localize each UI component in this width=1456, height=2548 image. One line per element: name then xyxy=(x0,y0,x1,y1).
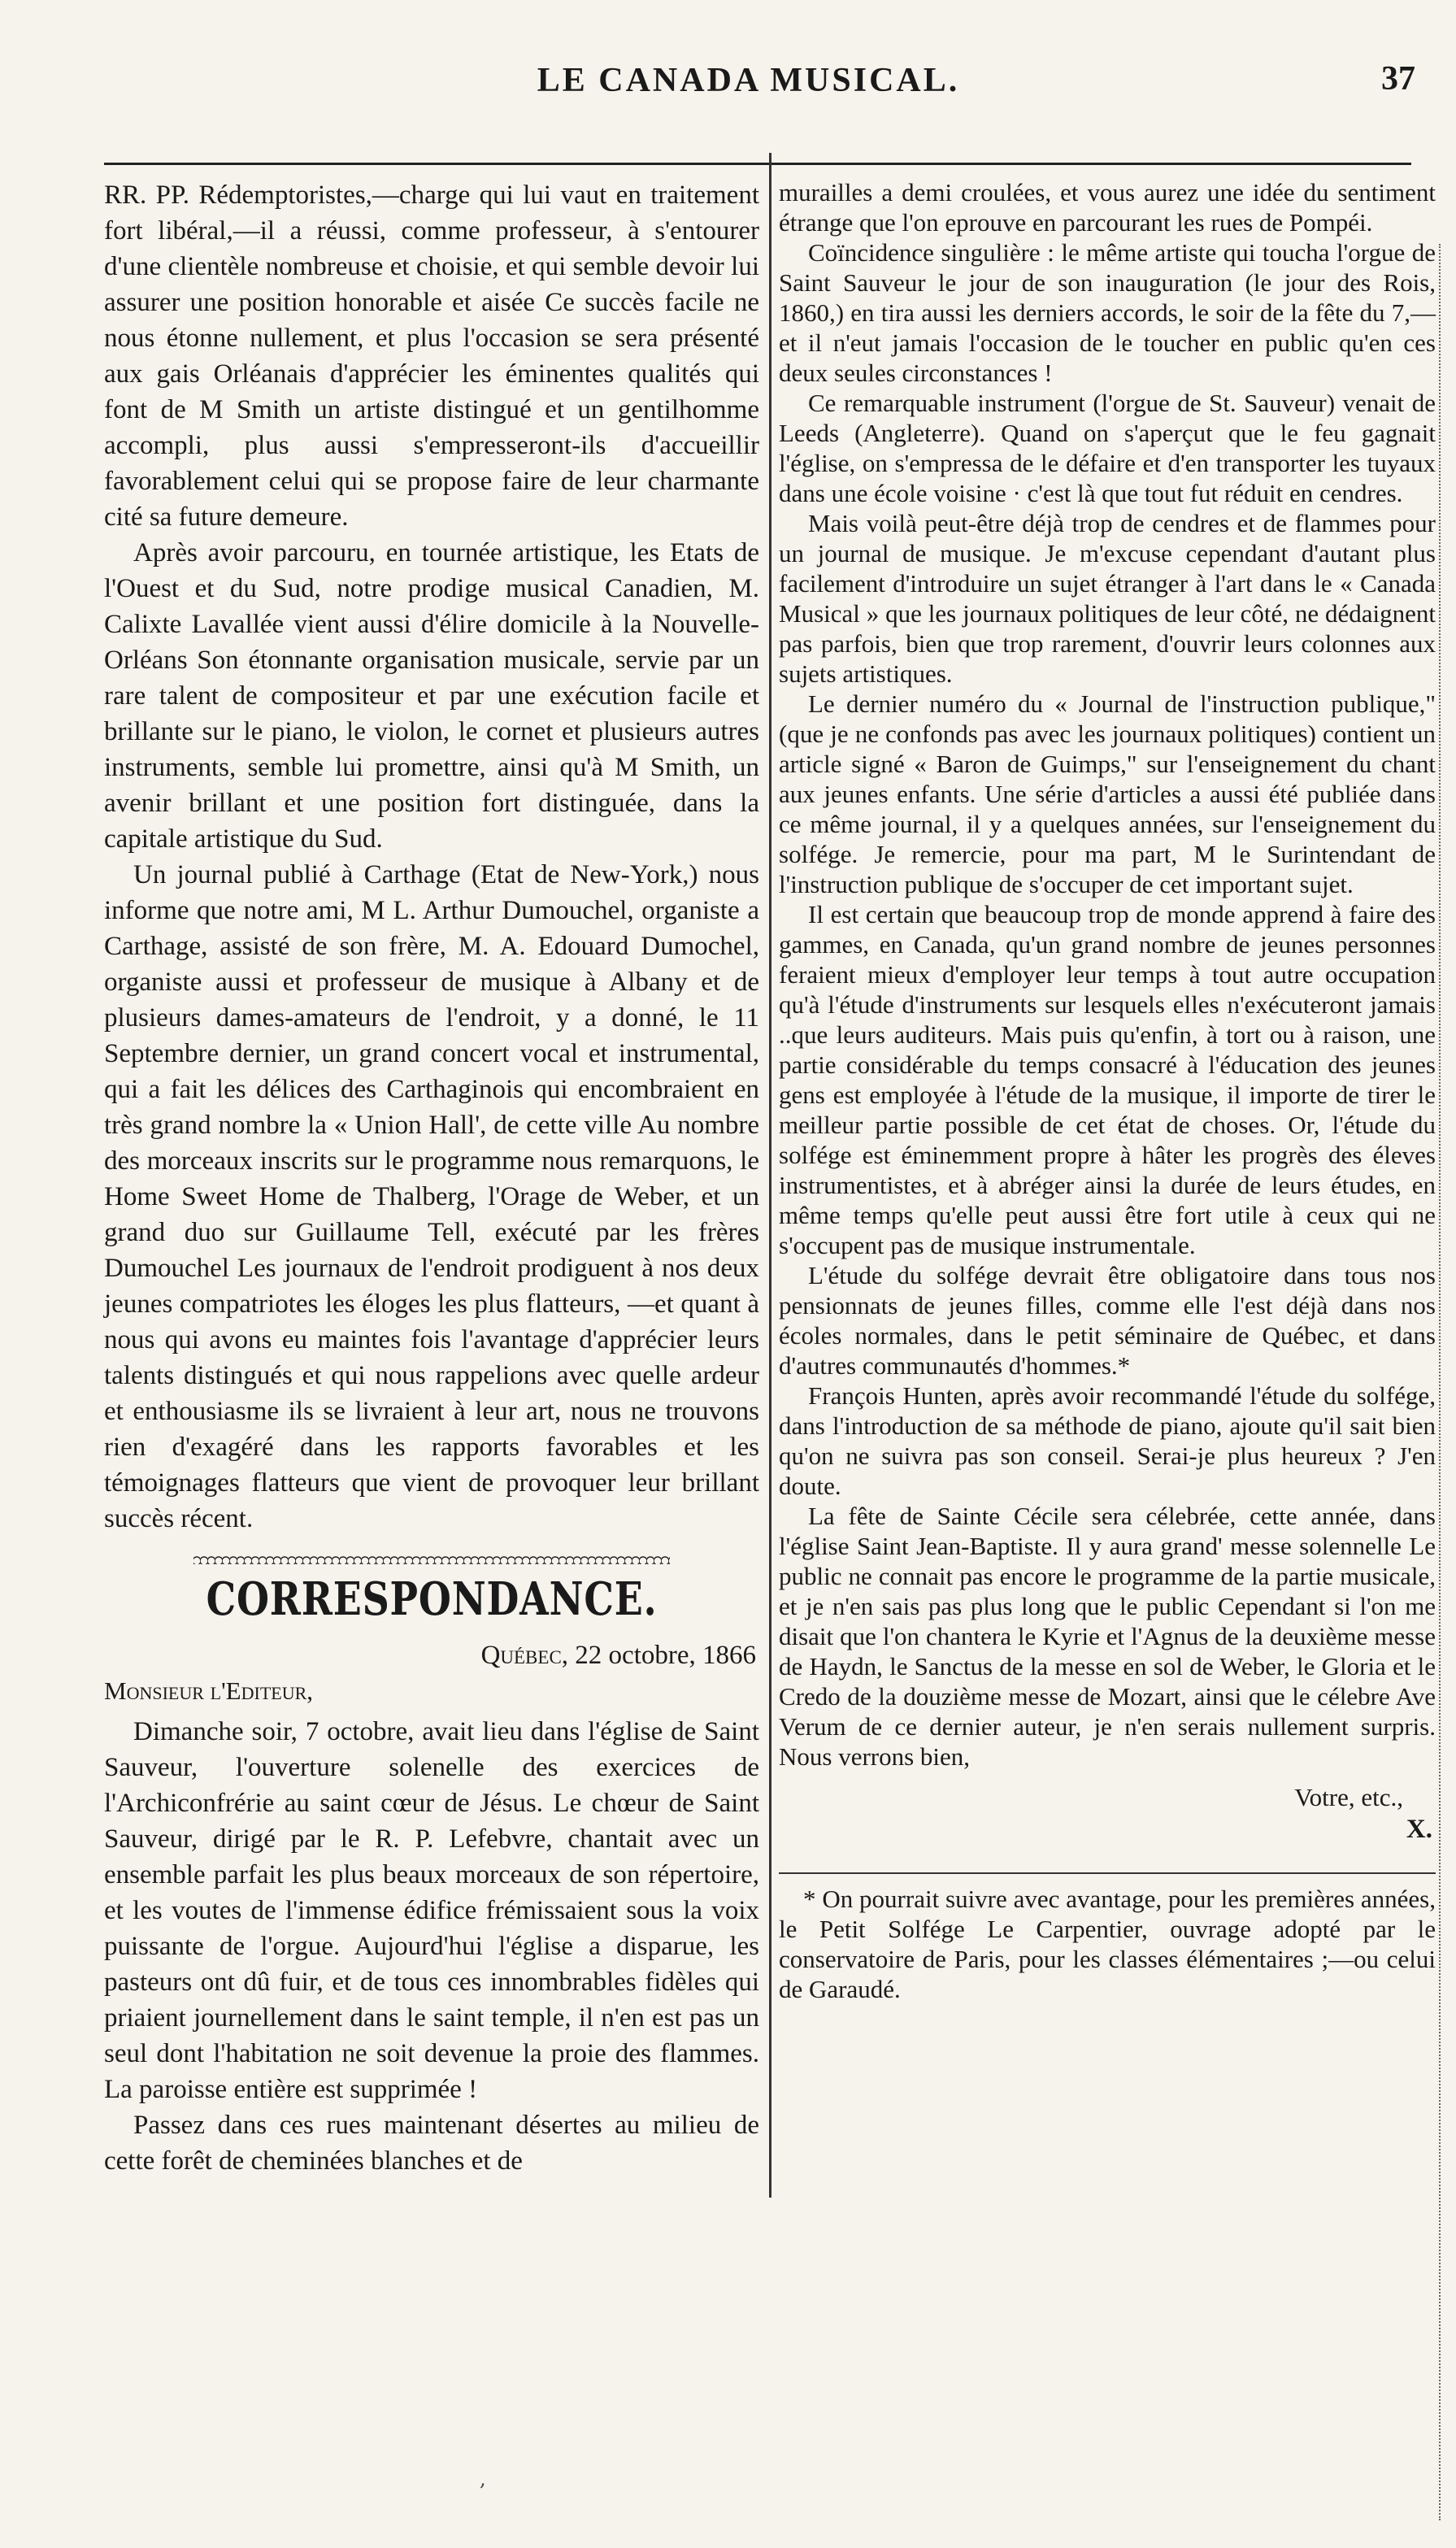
ornamental-wave-divider xyxy=(193,1550,670,1564)
article-paragraph-r8: François Hunten, après avoir recommandé l'étude du solfége, dans l'introduction de sa méthode de piano, ajoute qu'il sait bien qu'on ne suivra pas son conseil. Serai-je plus heureux ? J'en doute. xyxy=(779,1381,1436,1500)
footnote: * On pourrait suivre avec avantage, pour les premières années, le Petit Solfége Le Carpentier, ouvrage adopté par le conservatoire de Paris, pour les classes élémentaires ;—ou celui de Garaudé. xyxy=(779,1885,1436,2003)
letter-closing: Votre, etc., xyxy=(1294,1783,1403,1811)
letter-signature: X. xyxy=(1406,1815,1432,1844)
page-header xyxy=(73,45,1423,110)
salutation: Monsieur l'Editeur, xyxy=(104,1676,314,1705)
article-paragraph-r4: Mais voilà peut-être déjà trop de cendres et de flammes pour un journal de musique. Je m'excuse cependant d'autant plus facilement d'introduire un sujet étranger à l'art dans le « Canada Musical » que les journaux politiques de leur côté, ne dédaignent pas parfois, bien que trop rarement, d'ouvrir leurs colonnes aux sujets artistiques. xyxy=(779,509,1436,688)
print-mark: , xyxy=(480,2468,486,2490)
article-paragraph-r2: Coïncidence singulière : le même artiste qui toucha l'orgue de Saint Sauveur le jour de son inauguration (le jour des Rois, 1860,) en tira aussi les derniers accords, le soir de la fête du 7,—et il n'eut jamais l'occasion de le toucher en public qu'en ces deux seules circonstances ! xyxy=(779,238,1436,387)
article-paragraph-r3: Ce remarquable instrument (l'orgue de St. Sauveur) venait de Leeds (Angleterre). Quand on s'aperçut que le feu gagnait l'église, on s'empressa de le défaire et d'en transporter les tuyaux dans une école voisine · c'est là que tout fut réduit en cendres. xyxy=(779,389,1436,507)
column-divider xyxy=(769,153,771,2198)
dateline-date: 22 octobre, 1866 xyxy=(575,1641,756,1670)
header-rule xyxy=(104,163,1411,165)
article-paragraph-r6: Il est certain que beaucoup trop de monde apprend à faire des gammes, en Canada, qu'un grand nombre de jeunes personnes feraient mieux d'employer leur temps à tout autre occupation qu'à l'étude d'instruments sur lesquels elles n'exécuteront jamais ..que leurs auditeurs. Mais puis qu'enfin, à tort ou à raison, une partie considérable du temps consacré à l'éducation des jeunes gens est employée à l'étude de la musique, il importe de tirer le meilleur partie possible de cet état de choses. Or, l'étude du solfége est éminemment propre à hâter les progrès des éleves instrumentistes, et à abréger ainsi la durée de leurs études, en même temps qu'elle peut aussi être fort utile à ceux qui ne s'occupent pas de musique instrumentale. xyxy=(779,900,1436,1259)
article-paragraph-r5: Le dernier numéro du « Journal de l'instruction publique," (que je ne confonds pas avec les journaux politiques) contient un article signé « Baron de Guimps," sur l'enseignement du chant aux jeunes enfants. Une série d'articles a aussi été publiée dans ce même journal, il y a quelques années, sur l'enseignement du solfége. Je remercie, pour ma part, M le Surintendant de l'instruction publique de s'occuper de cet important sujet. xyxy=(779,689,1436,898)
article-paragraph-r7: L'étude du solfége devrait être obligatoire dans tous nos pensionnats de jeunes filles, comme elle l'est déjà dans nos écoles normales, dans le petit séminaire de Québec, et dans d'autres communautés d'hommes.* xyxy=(779,1261,1436,1380)
article-paragraph-2: Après avoir parcouru, en tournée artistique, les Etats de l'Ouest et du Sud, notre prodige musical Canadien, M. Calixte Lavallée vient aussi d'élire domicile à la Nouvelle-Orléans Son étonnante organisation musicale, servie par un rare talent de compositeur et par une exécution facile et brillante sur le piano, le violon, le cornet et plusieurs autres instruments, semble lui promettre, ainsi qu'à M Smith, un avenir brillant et une position fort distinguée, dans la capitale artistique du Sud. xyxy=(104,538,759,854)
section-title: CORRESPONDANCE. xyxy=(206,1572,658,1626)
footnote-rule xyxy=(779,1872,1436,1874)
page-number: 37 xyxy=(1381,60,1415,98)
letter-paragraph-1: Dimanche soir, 7 octobre, avait lieu dans l'église de Saint Sauveur, l'ouverture solenelle des exercices de l'Archiconfrérie au saint cœur de Jésus. Le chœur de Saint Sauveur, dirigé par le R. P. Lefebvre, chantait avec un ensemble parfait les plus beaux morceaux de son répertoire, et les voutes de l'immense édifice frémissaient sous la voix puissante de l'orgue. Aujourd'hui l'église a disparue, les pasteurs ont dû fuir, et de tous ces innombrables fidèles qui priaient journellement dans le saint temple, il n'en est pas un seul dont l'habitation ne soit devenue la proie des flammes. La paroisse entière est supprimée ! xyxy=(104,1717,759,2104)
running-title: LE CANADA MUSICAL. xyxy=(537,62,960,99)
article-paragraph-3: Un journal publié à Carthage (Etat de New-York,) nous informe que notre ami, M L. Arthur Dumouchel, organiste a Carthage, assisté de son frère, M. A. Edouard Dumochel, organiste aussi et professeur de musique à Albany et de plusieurs dames-amateurs de l'endroit, y a donné, le 11 Septembre dernier, un grand concert vocal et instrumental, qui a fait les délices des Carthaginois qui encombraient en très grand nombre la « Union Hall', de cette ville Au nombre des morceaux inscrits sur le programme nous remarquons, le Home Sweet Home de Thalberg, l'Orage de Weber, et un grand duo sur Guillaume Tell, exécuté par les frères Dumouchel Les journaux de l'endroit prodiguent à nos deux jeunes compatriotes les éloges les plus flatteurs, —et quant à nous qui avons eu maintes fois l'avantage d'apprécier leurs talents distingués et qui nous rappelions avec quelle ardeur et enthousiasme ils se livraient à leur art, nous ne trouvons rien d'exagéré dans les rapports favorables et les témoignages flatteurs que vient de provoquer leur brillant succès récent. xyxy=(104,860,759,1533)
dateline-place: Québec, xyxy=(480,1641,569,1670)
dateline xyxy=(104,1637,759,1673)
article-paragraph-r9: La fête de Sainte Cécile sera célebrée, cette année, dans l'église Saint Jean-Baptiste. Il y aura grand' messe solennelle Le public ne connait pas encore le programme de la partie musicale, et je n'en sais pas plus long que le public Cependant si l'on me disait que l'on chantera le Kyrie et l'Agnus de la deuxième messe de Haydn, le Sanctus de la messe en sol de Weber, le Gloria et le Credo de la douzième messe de Mozart, ainsi que le célebre Ave Verum de ce dernier auteur, je n'en serais nullement surpris. Nous verrons bien, xyxy=(779,1502,1436,1771)
right-column xyxy=(779,177,1436,2004)
left-column xyxy=(104,177,759,2179)
letter-paragraph-2: Passez dans ces rues maintenant désertes au milieu de cette forêt de cheminées blanches et de xyxy=(104,2111,759,2176)
article-paragraph-1: RR. PP. Rédemptoristes,—charge qui lui vaut en traitement fort libéral,—il a réussi, comme professeur, à s'entourer d'une clientèle nombreuse et choisie, et qui semble devoir lui assurer une position honorable et aisée Ce succès facile ne nous étonne nullement, et plus l'occasion se sera présenté aux gais Orléanais d'apprécier les éminentes qualités qui font de M Smith un artiste distingué et un gentilhomme accompli, plus aussi s'empresseront-ils d'accueillir favorablement celui qui se propose faire de leur charmante cité sa future demeure. xyxy=(104,180,759,532)
page-edge-perforation xyxy=(1439,244,1441,2520)
article-paragraph-r1: murailles a demi croulées, et vous aurez une idée du sentiment étrange que l'on eprouve en parcourant les rues de Pompéi. xyxy=(779,178,1436,237)
